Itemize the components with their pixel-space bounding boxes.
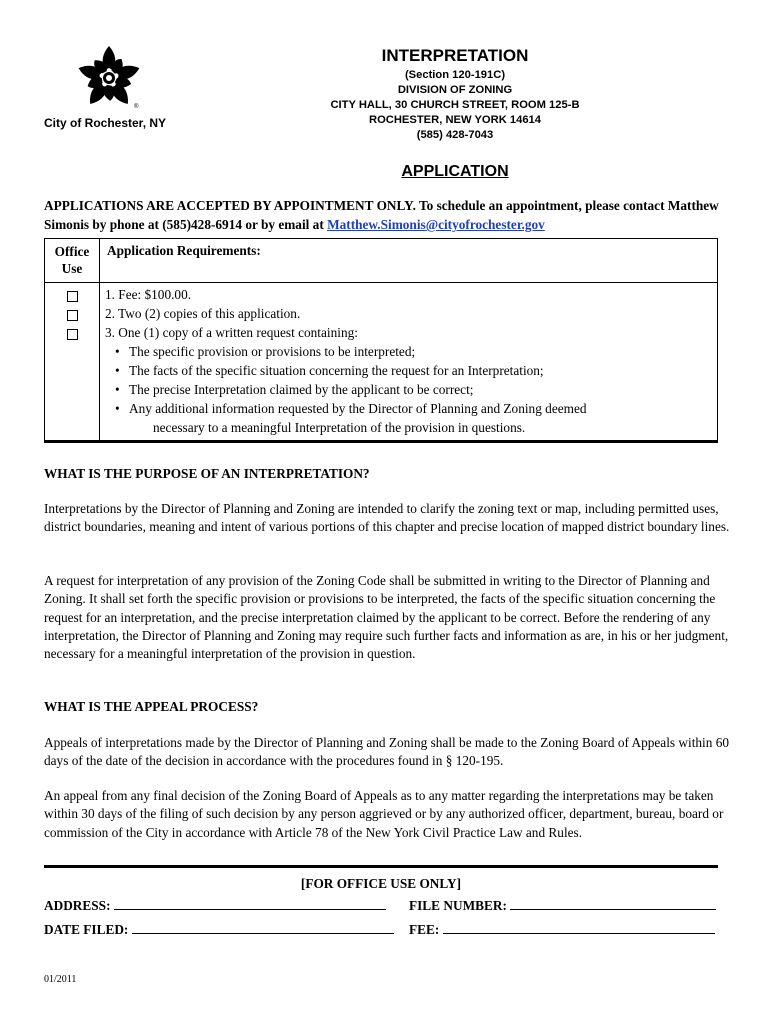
purpose-heading: WHAT IS THE PURPOSE OF AN INTERPRETATION? [44,466,370,481]
city-name: City of Rochester, NY [44,116,167,130]
purpose-paragraph-2: A request for interpretation of any provision of the Zoning Code shall be submitted in writing to the Director of Planning and Zoning. It shall set forth the specific provision or provisions to be interpreted, the facts of the specific situation concerning the request for an interpretation, and the precise interpretation claimed by the applicant to be correct. Before the rendering of any interpretation, the Director of Planning and Zoning may require such further facts and information as are, in his or her judgment, necessary for a meaningful interpretation of the provision in question. [44,573,729,662]
requirements-header: Application Requirements: [107,243,261,258]
section-reference: (Section 120-191C) [404,69,506,81]
address-field [44,898,386,914]
page-title: INTERPRETATION [381,46,529,65]
date-filed-field [44,922,394,938]
address-label: ADDRESS: [44,898,111,913]
notice-text: APPLICATIONS ARE ACCEPTED BY APPOINTMENT ONLY. To schedule an appointment, please contact Matthew Simonis by phone at (585)428-6914 or by email at [44,198,719,232]
application-title: APPLICATION [401,163,509,180]
checkbox-written-request[interactable] [67,329,78,340]
division-name: DIVISION OF ZONING [397,84,513,96]
file-number-input[interactable] [510,898,716,910]
fee-field [409,922,715,938]
divider [44,865,718,868]
requirement-bullet: • The facts of the specific situation concerning the request for an Interpretation; [105,361,587,380]
file-number-field [409,898,716,914]
requirements-table [44,238,718,443]
requirement-item: 3. One (1) copy of a written request containing: [105,325,358,340]
form-revision-date: 01/2011 [44,974,77,985]
requirement-item: 2. Two (2) copies of this application. [105,306,301,321]
phone-number: (585) 428-7043 [416,129,494,141]
office-use-header: Office Use [54,244,90,276]
city-logo-icon [78,44,142,110]
requirement-bullet: • The specific provision or provisions to be interpreted; [105,342,587,361]
checkbox-copies[interactable] [67,310,78,321]
purpose-paragraph-1: Interpretations by the Director of Planning and Zoning are intended to clarify the zoning text or map, including permitted uses, district boundaries, meaning and intent of various portions of this chapter and precise location of mapped district boundary lines. [44,501,730,535]
requirements-list [105,285,587,437]
appeal-paragraph-2: An appeal from any final decision of the Zoning Board of Appeals as to any matter regarding the interpretations may be taken within 30 days of the filing of such decision by any person aggrieved or by any authorized officer, department, bureau, board or commission of the City in accordance with Article 78 of the New York Civil Practice Law and Rules. [44,788,724,840]
office-use-heading: [FOR OFFICE USE ONLY] [300,876,462,891]
fee-label: FEE: [409,922,440,937]
appeal-heading: WHAT IS THE APPEAL PROCESS? [44,699,259,714]
date-filed-input[interactable] [132,922,394,934]
requirement-item: 1. Fee: $100.00. [105,287,192,302]
requirement-bullet: • Any additional information requested by the Director of Planning and Zoning deemed [105,399,587,418]
appeal-paragraph-1: Appeals of interpretations made by the Director of Planning and Zoning shall be made to the Zoning Board of Appeals within 60 days of the date of the decision in accordance with the procedures found in § 120-195. [44,735,730,769]
address-line-2: ROCHESTER, NEW YORK 14614 [368,114,541,126]
checkbox-fee[interactable] [67,291,78,302]
email-link[interactable]: Matthew.Simonis@cityofrochester.gov [327,217,545,232]
requirement-bullet-continuation: necessary to a meaningful Interpretation of the provision in questions. [153,420,526,435]
appointment-notice [44,196,734,234]
fee-input[interactable] [443,922,715,934]
svg-text:®: ® [134,104,139,110]
address-line-1: CITY HALL, 30 CHURCH STREET, ROOM 125-B [330,99,580,111]
date-filed-label: DATE FILED: [44,922,129,937]
address-input[interactable] [114,898,386,910]
file-number-label: FILE NUMBER: [409,898,507,913]
requirement-bullet: • The precise Interpretation claimed by the applicant to be correct; [105,380,587,399]
